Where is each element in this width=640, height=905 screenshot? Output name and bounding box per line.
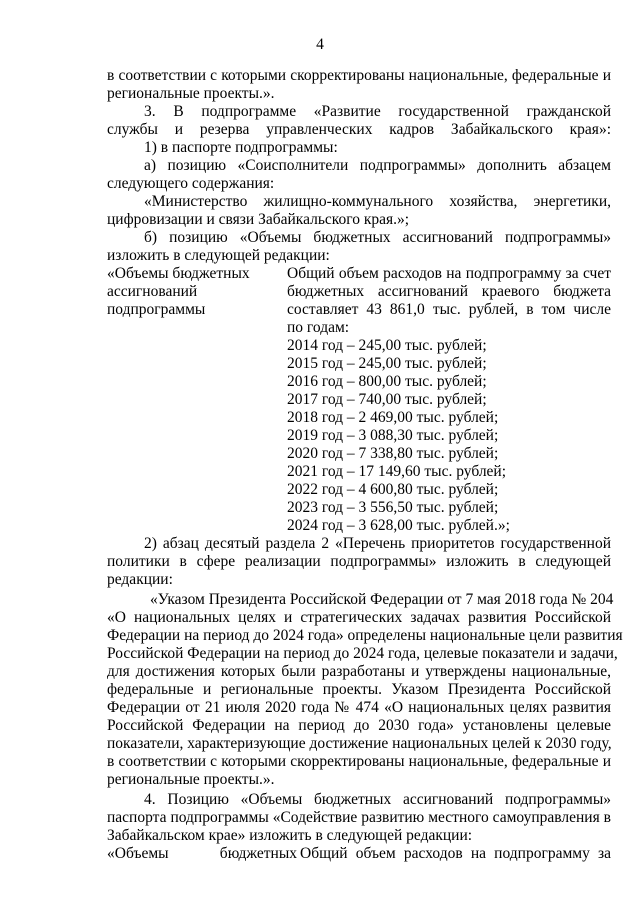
paragraph-line: показатели, характеризующие достижение национальных целей к 2030 году, [107,735,612,752]
table-right-cell: составляет 43 861,0 тыс. рублей, в том числе [287,301,611,318]
year-line: 2018 год – 2 469,00 тыс. рублей; [287,409,499,426]
paragraph-line: следующего содержания: [107,175,275,192]
table-left-cell: подпрограммы [107,301,206,318]
table-right-cell: по годам: [287,319,350,336]
paragraph-line: изложить в следующей редакции: [107,247,330,264]
year-line: 2017 год – 740,00 тыс. рублей; [287,391,487,408]
table-left-cell: «Объемы бюджетных [107,845,297,862]
year-line: 2021 год – 17 149,60 тыс. рублей; [287,463,507,480]
paragraph-line: федеральные и региональные проекты. Указом Президента Российской [107,681,611,698]
paragraph-line: «Указом Президента Российской Федерации от 7 мая 2018 года № 204 [150,591,614,608]
table-left-cell: «Объемы бюджетных [107,265,250,282]
paragraph-line: Российской Федерации на период до 2030 года» установлены целевые [107,717,611,734]
year-line: 2023 год – 3 556,50 тыс. рублей; [287,499,499,516]
paragraph-line: «Министерство жилищно-коммунального хозяйства, энергетики, [144,193,611,210]
table-right-cell: Общий объем расходов на подпрограмму за [300,845,611,862]
year-line: 2022 год – 4 600,80 тыс. рублей; [287,481,499,498]
paragraph-line: «О национальных целях и стратегических задачах развития Российской [107,609,611,626]
paragraph-line: региональные проекты.». [107,771,275,788]
paragraph-line: а) позицию «Соисполнители подпрограммы» дополнить абзацем [144,157,611,174]
paragraph-line: службы и резерва управленческих кадров Забайкальского края»: [107,121,611,138]
paragraph-line: редакции: [107,571,173,588]
paragraph-line: в соответствии с которыми скорректированы национальные, федеральные и [107,67,611,84]
year-line: 2024 год – 3 628,00 тыс. рублей.»; [287,517,510,534]
paragraph-line: паспорта подпрограммы «Содействие развитию местного самоуправления в [107,809,611,826]
year-line: 2014 год – 245,00 тыс. рублей; [287,337,487,354]
paragraph-line: б) позицию «Объемы бюджетных ассигнований подпрограммы» [144,229,611,246]
year-line: 2016 год – 800,00 тыс. рублей; [287,373,487,390]
paragraph-line: Федерации на период до 2024 года» определены национальные цели развития [107,627,623,644]
paragraph-line: Федерации от 21 июля 2020 года № 474 «О национальных целях развития [107,699,611,716]
paragraph-line: цифровизации и связи Забайкальского края.»; [107,211,410,228]
table-left-cell: ассигнований [107,283,198,300]
paragraph-line: 2) абзац десятый раздела 2 «Перечень приоритетов государственной [144,535,611,552]
table-right-cell: Общий объем расходов на подпрограмму за счет [287,265,611,282]
paragraph-line: 1) в паспорте подпрограммы: [144,139,338,156]
year-line: 2020 год – 7 338,80 тыс. рублей; [287,445,499,462]
paragraph-line: Забайкальском крае» изложить в следующей редакции: [107,827,473,844]
paragraph-line: 3. В подпрограмме «Развитие государственной гражданской [144,103,611,120]
page-number: 4 [316,36,324,53]
year-line: 2019 год – 3 088,30 тыс. рублей; [287,427,499,444]
year-line: 2015 год – 245,00 тыс. рублей; [287,355,487,372]
paragraph-line: Российской Федерации на период до 2024 года, целевые показатели и задачи, [107,645,618,662]
paragraph-line: 4. Позицию «Объемы бюджетных ассигнований подпрограммы» [144,791,611,808]
paragraph-line: для достижения которых были разработаны и утверждены национальные, [107,663,611,680]
paragraph-line: политики в сфере реализации подпрограммы» изложить в следующей [107,553,611,570]
paragraph-line: региональные проекты.». [107,85,275,102]
paragraph-line: в соответствии с которыми скорректированы национальные, федеральные и [107,753,611,770]
table-right-cell: бюджетных ассигнований краевого бюджета [287,283,611,300]
